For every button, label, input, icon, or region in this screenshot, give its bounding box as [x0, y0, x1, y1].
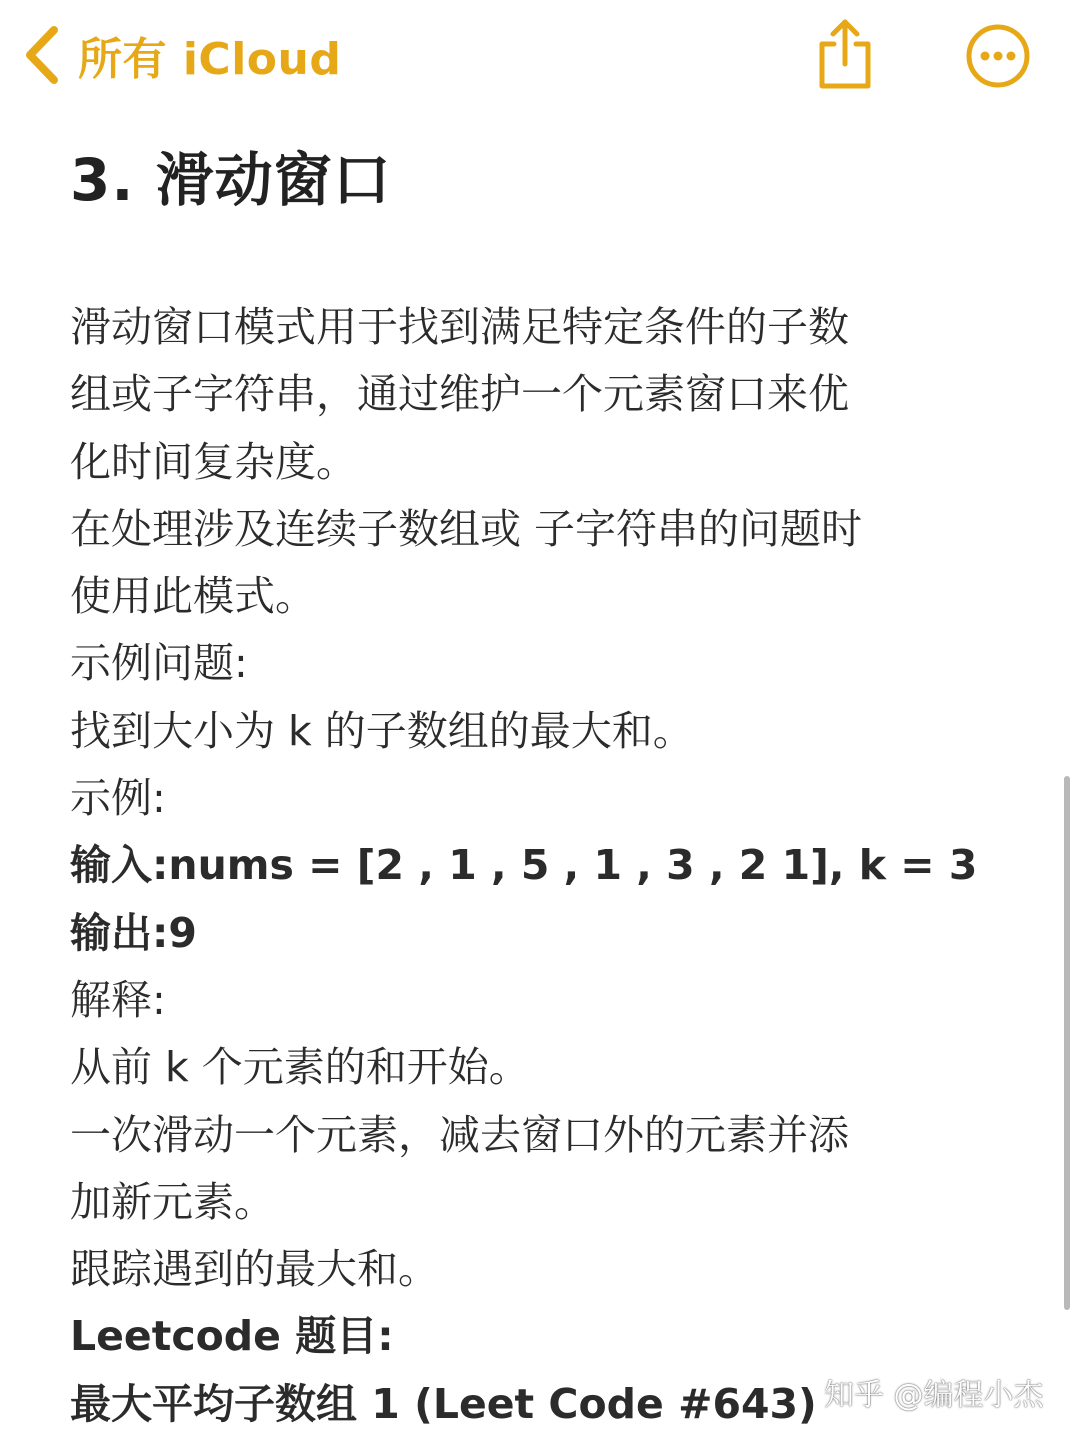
back-button-label: 所有 iCloud: [78, 34, 342, 85]
note-line: 在处理涉及连续子数组或 子字符串的问题时: [70, 504, 863, 553]
note-line: 最大平均子数组 1 (Leet Code #643): [70, 1379, 817, 1428]
share-button[interactable]: [812, 14, 878, 94]
note-line: 使用此模式。: [70, 572, 316, 621]
note-body[interactable]: [70, 294, 1005, 1438]
note-line: 解释:: [70, 975, 166, 1024]
note-line: 一次滑动一个元素，减去窗口外的元素并添: [70, 1110, 849, 1159]
note-line: 示例问题:: [70, 639, 248, 688]
note-line: 找到大小为 k 的子数组的最大和。: [70, 706, 694, 755]
note-line: 组或子字符串，通过维护一个元素窗口来优: [70, 370, 849, 419]
back-button[interactable]: [22, 22, 341, 88]
note-line: 加新元素。: [70, 1177, 275, 1226]
note-line: 示例:: [70, 774, 166, 823]
note-line: 输出:9: [70, 908, 197, 957]
more-button[interactable]: [964, 22, 1032, 90]
note-line: 跟踪遇到的最大和。: [70, 1245, 439, 1294]
note-title: 3. 滑动窗口: [70, 146, 392, 214]
share-icon: [812, 14, 878, 94]
scrollbar[interactable]: [1064, 776, 1070, 1310]
note-line: 化时间复杂度。: [70, 437, 357, 486]
note-line: Leetcode 题目:: [70, 1312, 394, 1361]
navigation-bar: [0, 0, 1080, 120]
ellipsis-circle-icon: [964, 22, 1032, 90]
watermark: 知乎 @编程小杰: [824, 1378, 1044, 1413]
note-line: 从前 k 个元素的和开始。: [70, 1043, 530, 1092]
note-line: 滑动窗口模式用于找到满足特定条件的子数: [70, 303, 849, 351]
note-line: 输入:nums = [2 , 1 , 5 , 1 , 3 , 2 1], k = 3: [70, 841, 978, 890]
chevron-left-icon: [22, 24, 62, 86]
